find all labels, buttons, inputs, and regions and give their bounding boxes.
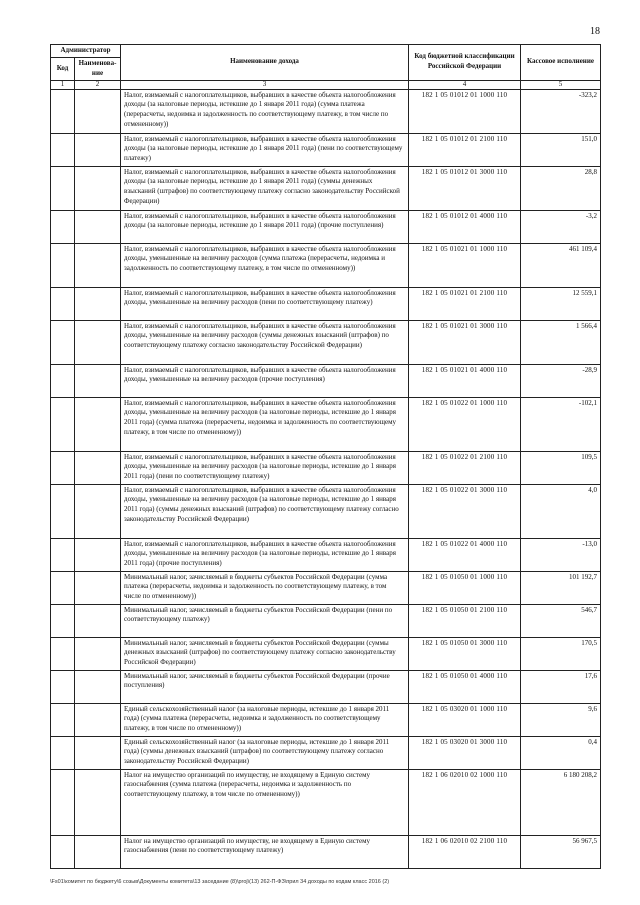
admin-group-header: Администратор — [51, 45, 121, 58]
table-row — [51, 210, 601, 243]
admin-name-cell — [75, 397, 121, 451]
admin-name-cell — [75, 769, 121, 835]
table-row — [51, 89, 601, 133]
admin-name-cell — [75, 736, 121, 769]
admin-name-cell — [75, 538, 121, 571]
table-row — [51, 637, 601, 670]
admin-name-cell — [75, 637, 121, 670]
amount-cell: 170,5 — [521, 637, 601, 670]
income-name-cell: Единый сельскохозяйственный налог (за налоговые периоды, истекшие до 1 января 2011 года) (суммы денежных взысканий (штрафов) по соответствующему платежу согласно законодательству Российской Федерации) — [121, 736, 409, 769]
budget-code-cell: 182 1 05 01022 01 3000 110 — [409, 484, 521, 538]
income-name-cell: Налог, взимаемый с налогоплательщиков, выбравших в качестве объекта налогообложения доходы, уменьшенные на величину расходов (пени по соответствующему платежу) — [121, 287, 409, 320]
amount-cell: 56 967,5 — [521, 835, 601, 868]
budget-code-cell: 182 1 05 01012 01 2100 110 — [409, 133, 521, 166]
amount-cell: 109,5 — [521, 451, 601, 484]
admin-code-cell — [51, 670, 75, 703]
admin-name-cell — [75, 243, 121, 287]
income-name-header: Наименование дохода — [121, 45, 409, 81]
amount-cell: -102,1 — [521, 397, 601, 451]
income-name-cell: Налог, взимаемый с налогоплательщиков, выбравших в качестве объекта налогообложения доходы, уменьшенные на величину расходов (прочие поступления) — [121, 364, 409, 397]
budget-code-cell: 182 1 05 01012 01 1000 110 — [409, 89, 521, 133]
budget-code-cell: 182 1 05 01012 01 4000 110 — [409, 210, 521, 243]
admin-code-cell — [51, 703, 75, 736]
admin-name-cell — [75, 210, 121, 243]
amount-cell: 12 559,1 — [521, 287, 601, 320]
admin-name-cell — [75, 484, 121, 538]
income-name-cell: Минимальный налог, зачисляемый в бюджеты субъектов Российской Федерации (суммы денежных взысканий (штрафов) по соответствующему платежу согласно законодательству Российской Федерации) — [121, 637, 409, 670]
admin-code-cell — [51, 604, 75, 637]
admin-code-cell — [51, 210, 75, 243]
amount-cell: 17,6 — [521, 670, 601, 703]
admin-name-cell — [75, 670, 121, 703]
amount-cell: 9,6 — [521, 703, 601, 736]
column-number: 3 — [121, 80, 409, 89]
table-row — [51, 604, 601, 637]
amount-cell: -28,9 — [521, 364, 601, 397]
admin-code-cell — [51, 571, 75, 604]
amount-cell: 101 192,7 — [521, 571, 601, 604]
table-row — [51, 397, 601, 451]
admin-code-cell — [51, 835, 75, 868]
admin-code-cell — [51, 89, 75, 133]
budget-code-cell: 182 1 05 03020 01 1000 110 — [409, 703, 521, 736]
income-name-cell: Налог на имущество организаций по имуществу, не входящему в Единую систему газоснабжения (пени по соответствующему платежу) — [121, 835, 409, 868]
budget-code-header: Код бюджетной классификации Российской Федерации — [409, 45, 521, 81]
admin-name-cell — [75, 703, 121, 736]
admin-code-cell — [51, 769, 75, 835]
admin-code-cell — [51, 287, 75, 320]
table-row — [51, 451, 601, 484]
admin-code-cell — [51, 166, 75, 210]
budget-code-cell: 182 1 05 01021 01 3000 110 — [409, 320, 521, 364]
admin-name-cell — [75, 571, 121, 604]
admin-name-cell — [75, 133, 121, 166]
admin-code-cell — [51, 364, 75, 397]
budget-code-cell: 182 1 05 01050 01 1000 110 — [409, 571, 521, 604]
income-name-cell: Налог, взимаемый с налогоплательщиков, выбравших в качестве объекта налогообложения доходы, уменьшенные на величину расходов (за налоговые периоды, истекшие до 1 января 2011 года) (сумма платежа (перерасчеты, недоимка и задолженность по соответствующему платежу, в том числе по отмененному)) — [121, 397, 409, 451]
income-name-cell: Налог, взимаемый с налогоплательщиков, выбравших в качестве объекта налогообложения доходы (за налоговые периоды, истекшие до 1 января 2011 года) (пени по соответствующему платежу) — [121, 133, 409, 166]
column-number: 4 — [409, 80, 521, 89]
amount-cell: -323,2 — [521, 89, 601, 133]
admin-name-cell — [75, 320, 121, 364]
admin-name-cell — [75, 364, 121, 397]
income-name-cell: Налог, взимаемый с налогоплательщиков, выбравших в качестве объекта налогообложения доходы, уменьшенные на величину расходов (за налоговые периоды, истекшие до 1 января 2011 года) (пени по соответствующему платежу) — [121, 451, 409, 484]
admin-code-header: Код — [51, 57, 75, 80]
income-name-cell: Налог, взимаемый с налогоплательщиков, выбравших в качестве объекта налогообложения доходы, уменьшенные на величину расходов (сумма платежа (перерасчеты, недоимка и задолженность по соответствующему платежу, в том числе по отмененному)) — [121, 243, 409, 287]
budget-code-cell: 182 1 05 01021 01 1000 110 — [409, 243, 521, 287]
income-name-cell: Налог на имущество организаций по имуществу, не входящему в Единую систему газоснабжения (сумма платежа (перерасчеты, недоимка и задолженность по соответствующему платежу, в том числе по отмененному)) — [121, 769, 409, 835]
column-number: 5 — [521, 80, 601, 89]
budget-code-cell: 182 1 05 01022 01 4000 110 — [409, 538, 521, 571]
amount-cell: -3,2 — [521, 210, 601, 243]
budget-code-cell: 182 1 05 01012 01 3000 110 — [409, 166, 521, 210]
income-name-cell: Налог, взимаемый с налогоплательщиков, выбравших в качестве объекта налогообложения доходы (за налоговые периоды, истекшие до 1 января 2011 года) (сумма платежа (перерасчеты, недоимка и задолженность по соответствующему платежу, в том числе по отмененному)) — [121, 89, 409, 133]
table-row — [51, 320, 601, 364]
admin-code-cell — [51, 133, 75, 166]
table-row — [51, 133, 601, 166]
budget-code-cell: 182 1 05 01021 01 2100 110 — [409, 287, 521, 320]
column-number: 1 — [51, 80, 75, 89]
table-row — [51, 166, 601, 210]
amount-cell: 151,0 — [521, 133, 601, 166]
admin-code-cell — [51, 484, 75, 538]
amount-cell: 6 180 208,2 — [521, 769, 601, 835]
budget-code-cell: 182 1 05 01022 01 2100 110 — [409, 451, 521, 484]
admin-code-cell — [51, 451, 75, 484]
table-row — [51, 736, 601, 769]
income-name-cell: Минимальный налог, зачисляемый в бюджеты субъектов Российской Федерации (прочие поступления) — [121, 670, 409, 703]
table-row — [51, 287, 601, 320]
amount-cell: -13,0 — [521, 538, 601, 571]
income-name-cell: Минимальный налог, зачисляемый в бюджеты субъектов Российской Федерации (пени по соответствующему платежу) — [121, 604, 409, 637]
table-row — [51, 769, 601, 835]
page-number: 18 — [590, 26, 600, 37]
table-row — [51, 703, 601, 736]
admin-name-header: Наименова-ние — [75, 57, 121, 80]
admin-name-cell — [75, 89, 121, 133]
table-row — [51, 835, 601, 868]
amount-cell: 461 109,4 — [521, 243, 601, 287]
admin-name-cell — [75, 166, 121, 210]
amount-cell: 546,7 — [521, 604, 601, 637]
table-row — [51, 364, 601, 397]
file-path-footer: \Fs01\комитет по бюджету\6 созыв\Документы комитета\13 заседание (8)\proj\(13) 262-П-ФЗ\прил 34 доходы по кодам класс 2016 (2) — [50, 879, 390, 885]
table-row — [51, 484, 601, 538]
amount-cell: 1 566,4 — [521, 320, 601, 364]
admin-code-cell — [51, 320, 75, 364]
admin-code-cell — [51, 243, 75, 287]
income-name-cell: Налог, взимаемый с налогоплательщиков, выбравших в качестве объекта налогообложения доходы, уменьшенные на величину расходов (за налоговые периоды, истекшие до 1 января 2011 года) (суммы денежных взысканий (штрафов) по соответствующему платежу согласно законодательству Российской Федерации) — [121, 484, 409, 538]
admin-name-cell — [75, 604, 121, 637]
income-name-cell: Единый сельскохозяйственный налог (за налоговые периоды, истекшие до 1 января 2011 года) (сумма платежа (перерасчеты, недоимка и задолженность по соответствующему платежу, в том числе по отмененному)) — [121, 703, 409, 736]
admin-code-cell — [51, 736, 75, 769]
income-table — [50, 44, 601, 869]
admin-name-cell — [75, 451, 121, 484]
table-row — [51, 538, 601, 571]
income-name-cell: Налог, взимаемый с налогоплательщиков, выбравших в качестве объекта налогообложения доходы (за налоговые периоды, истекшие до 1 января 2011 года) (суммы денежных взысканий (штрафов) по соответствующему платежу согласно законодательству Российской Федерации) — [121, 166, 409, 210]
admin-name-cell — [75, 835, 121, 868]
column-number: 2 — [75, 80, 121, 89]
budget-code-cell: 182 1 05 01050 01 2100 110 — [409, 604, 521, 637]
table-row — [51, 670, 601, 703]
budget-code-cell: 182 1 05 01021 01 4000 110 — [409, 364, 521, 397]
budget-code-cell: 182 1 06 02010 02 2100 110 — [409, 835, 521, 868]
budget-code-cell: 182 1 05 03020 01 3000 110 — [409, 736, 521, 769]
budget-code-cell: 182 1 06 02010 02 1000 110 — [409, 769, 521, 835]
admin-code-cell — [51, 538, 75, 571]
amount-cell: 0,4 — [521, 736, 601, 769]
amount-cell: 4,0 — [521, 484, 601, 538]
income-name-cell: Минимальный налог, зачисляемый в бюджеты субъектов Российской Федерации (сумма платежа (перерасчеты, недоимка и задолженность по соответствующему платежу, в том числе по отмененному)) — [121, 571, 409, 604]
admin-name-cell — [75, 287, 121, 320]
income-name-cell: Налог, взимаемый с налогоплательщиков, выбравших в качестве объекта налогообложения доходы, уменьшенные на величину расходов (суммы денежных взысканий (штрафов) по соответствующему платежу согласно законодательству Российской Федерации) — [121, 320, 409, 364]
table-row — [51, 243, 601, 287]
income-name-cell: Налог, взимаемый с налогоплательщиков, выбравших в качестве объекта налогообложения доходы (за налоговые периоды, истекшие до 1 января 2011 года) (прочие поступления) — [121, 210, 409, 243]
budget-code-cell: 182 1 05 01050 01 4000 110 — [409, 670, 521, 703]
amount-cell: 28,8 — [521, 166, 601, 210]
table-row — [51, 571, 601, 604]
budget-code-cell: 182 1 05 01050 01 3000 110 — [409, 637, 521, 670]
income-name-cell: Налог, взимаемый с налогоплательщиков, выбравших в качестве объекта налогообложения доходы, уменьшенные на величину расходов (за налоговые периоды, истекшие до 1 января 2011 года) (прочие поступления) — [121, 538, 409, 571]
budget-code-cell: 182 1 05 01022 01 1000 110 — [409, 397, 521, 451]
cash-execution-header: Кассовое исполнение — [521, 45, 601, 81]
admin-code-cell — [51, 397, 75, 451]
admin-code-cell — [51, 637, 75, 670]
